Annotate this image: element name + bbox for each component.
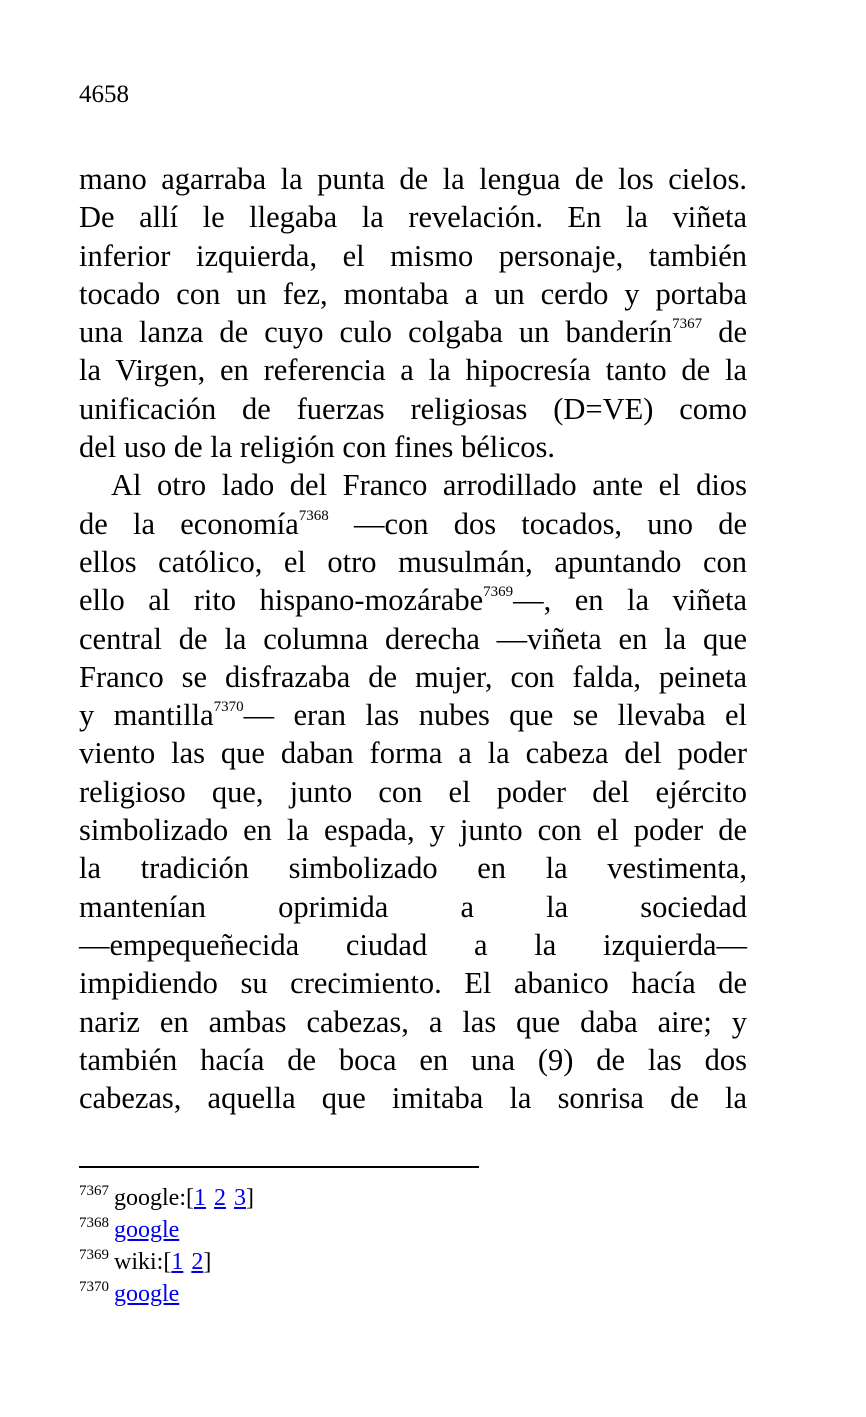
text-segment: ellos católico, el otro musulmán, apuntando con — [79, 544, 747, 579]
text-line — [79, 466, 747, 504]
text-segment: —con dos tocados, uno de — [328, 506, 747, 541]
footnote-link[interactable]: google — [114, 1281, 180, 1307]
text-line — [79, 1079, 747, 1117]
text-segment: mano agarraba la punta de la lengua de los cielos. — [79, 162, 747, 196]
text-line — [79, 658, 747, 696]
text-segment: también hacía de boca en una (9) de las dos — [79, 1042, 747, 1077]
footnote-prefix: google:[ — [114, 1185, 194, 1211]
text-line — [79, 351, 747, 389]
text-segment: del uso de la religión con fines bélicos. — [79, 430, 556, 465]
text-line — [79, 811, 747, 849]
footnote-item — [79, 1246, 254, 1278]
footnote-divider — [79, 1166, 479, 1168]
footnote-ref[interactable]: 7367 — [672, 316, 703, 333]
text-line — [79, 773, 747, 811]
text-segment: — eran las nubes que se llevaba el — [243, 698, 747, 733]
footnote-number: 7368 — [79, 1215, 109, 1231]
footnote-suffix: ] — [245, 1185, 254, 1211]
text-line — [79, 390, 747, 428]
text-segment: una lanza de cuyo culo colgaba un banderín — [79, 315, 673, 350]
text-line — [79, 237, 747, 275]
footnote-link[interactable]: google — [114, 1217, 180, 1243]
text-line — [79, 198, 747, 236]
text-line — [79, 964, 747, 1002]
footnote-prefix: wiki:[ — [114, 1249, 172, 1275]
footnote-item — [79, 1278, 254, 1310]
text-segment: tocado con un fez, montaba a un cerdo y portaba — [79, 276, 747, 311]
footnote-ref[interactable]: 7370 — [213, 699, 244, 716]
page-number: 4658 — [79, 81, 129, 108]
text-line — [79, 160, 747, 198]
text-segment: De allí le llegaba la revelación. En la viñeta — [79, 200, 747, 235]
footnote-number: 7370 — [79, 1279, 109, 1295]
text-line — [79, 620, 747, 658]
text-segment: —, en la viñeta — [513, 583, 747, 618]
text-segment: mantenían oprimida a la sociedad — [79, 889, 747, 924]
footnote-link[interactable]: 1 — [171, 1249, 184, 1275]
text-segment: de — [702, 315, 747, 350]
text-line — [79, 1041, 747, 1079]
footnote-link[interactable]: 2 — [213, 1185, 226, 1211]
text-segment: inferior izquierda, el mismo personaje, también — [79, 238, 747, 273]
paragraph-2 — [79, 466, 747, 1117]
text-line — [79, 1003, 747, 1041]
text-line — [79, 313, 747, 351]
text-segment: nariz en ambas cabezas, a las que daba aire; y — [79, 1004, 747, 1039]
text-line — [79, 275, 747, 313]
text-line — [79, 926, 747, 964]
text-segment: impidiendo su crecimiento. El abanico hacía de — [79, 966, 747, 1001]
text-line — [79, 734, 747, 772]
text-segment: central de la columna derecha —viñeta en la que — [79, 621, 747, 656]
text-segment: —empequeñecida ciudad a la izquierda— — [79, 927, 747, 962]
text-segment: religioso que, junto con el poder del ejército — [79, 774, 747, 809]
footnote-link[interactable]: 3 — [233, 1185, 246, 1211]
text-segment: de la economía — [79, 506, 299, 541]
footnote-suffix: ] — [203, 1249, 212, 1275]
footnote-link[interactable]: 2 — [191, 1249, 204, 1275]
footnote-number: 7369 — [79, 1247, 109, 1263]
text-segment: cabezas, aquella que imitaba la sonrisa de la — [79, 1081, 747, 1116]
text-line — [79, 543, 747, 581]
text-line — [79, 428, 747, 466]
text-line — [79, 581, 747, 619]
footnote-item — [79, 1214, 254, 1246]
text-segment: ello al rito hispano-mozárabe — [79, 583, 484, 618]
text-segment: la Virgen, en referencia a la hipocresía tanto de la — [79, 353, 747, 388]
text-line — [79, 888, 747, 926]
footnotes — [79, 1182, 254, 1310]
footnote-item — [79, 1182, 254, 1214]
text-segment: la tradición simbolizado en la vestimenta, — [79, 851, 747, 886]
footnote-ref[interactable]: 7369 — [483, 584, 514, 601]
text-segment: y mantilla — [79, 698, 214, 733]
text-line — [79, 696, 747, 734]
footnote-number: 7367 — [79, 1183, 109, 1199]
footnote-link[interactable]: 1 — [193, 1185, 206, 1211]
text-line — [79, 505, 747, 543]
footnote-ref[interactable]: 7368 — [298, 507, 329, 524]
text-segment: simbolizado en la espada, y junto con el poder de — [79, 813, 747, 848]
text-segment: Al otro lado del Franco arrodillado ante el dios — [111, 468, 747, 503]
text-segment: unificación de fuerzas religiosas (D=VE) como — [79, 391, 747, 426]
body-text — [79, 160, 747, 1117]
text-segment: Franco se disfrazaba de mujer, con falda, peineta — [79, 659, 747, 694]
text-line — [79, 849, 747, 887]
text-segment: viento las que daban forma a la cabeza del poder — [79, 736, 747, 771]
paragraph-1 — [79, 160, 747, 466]
